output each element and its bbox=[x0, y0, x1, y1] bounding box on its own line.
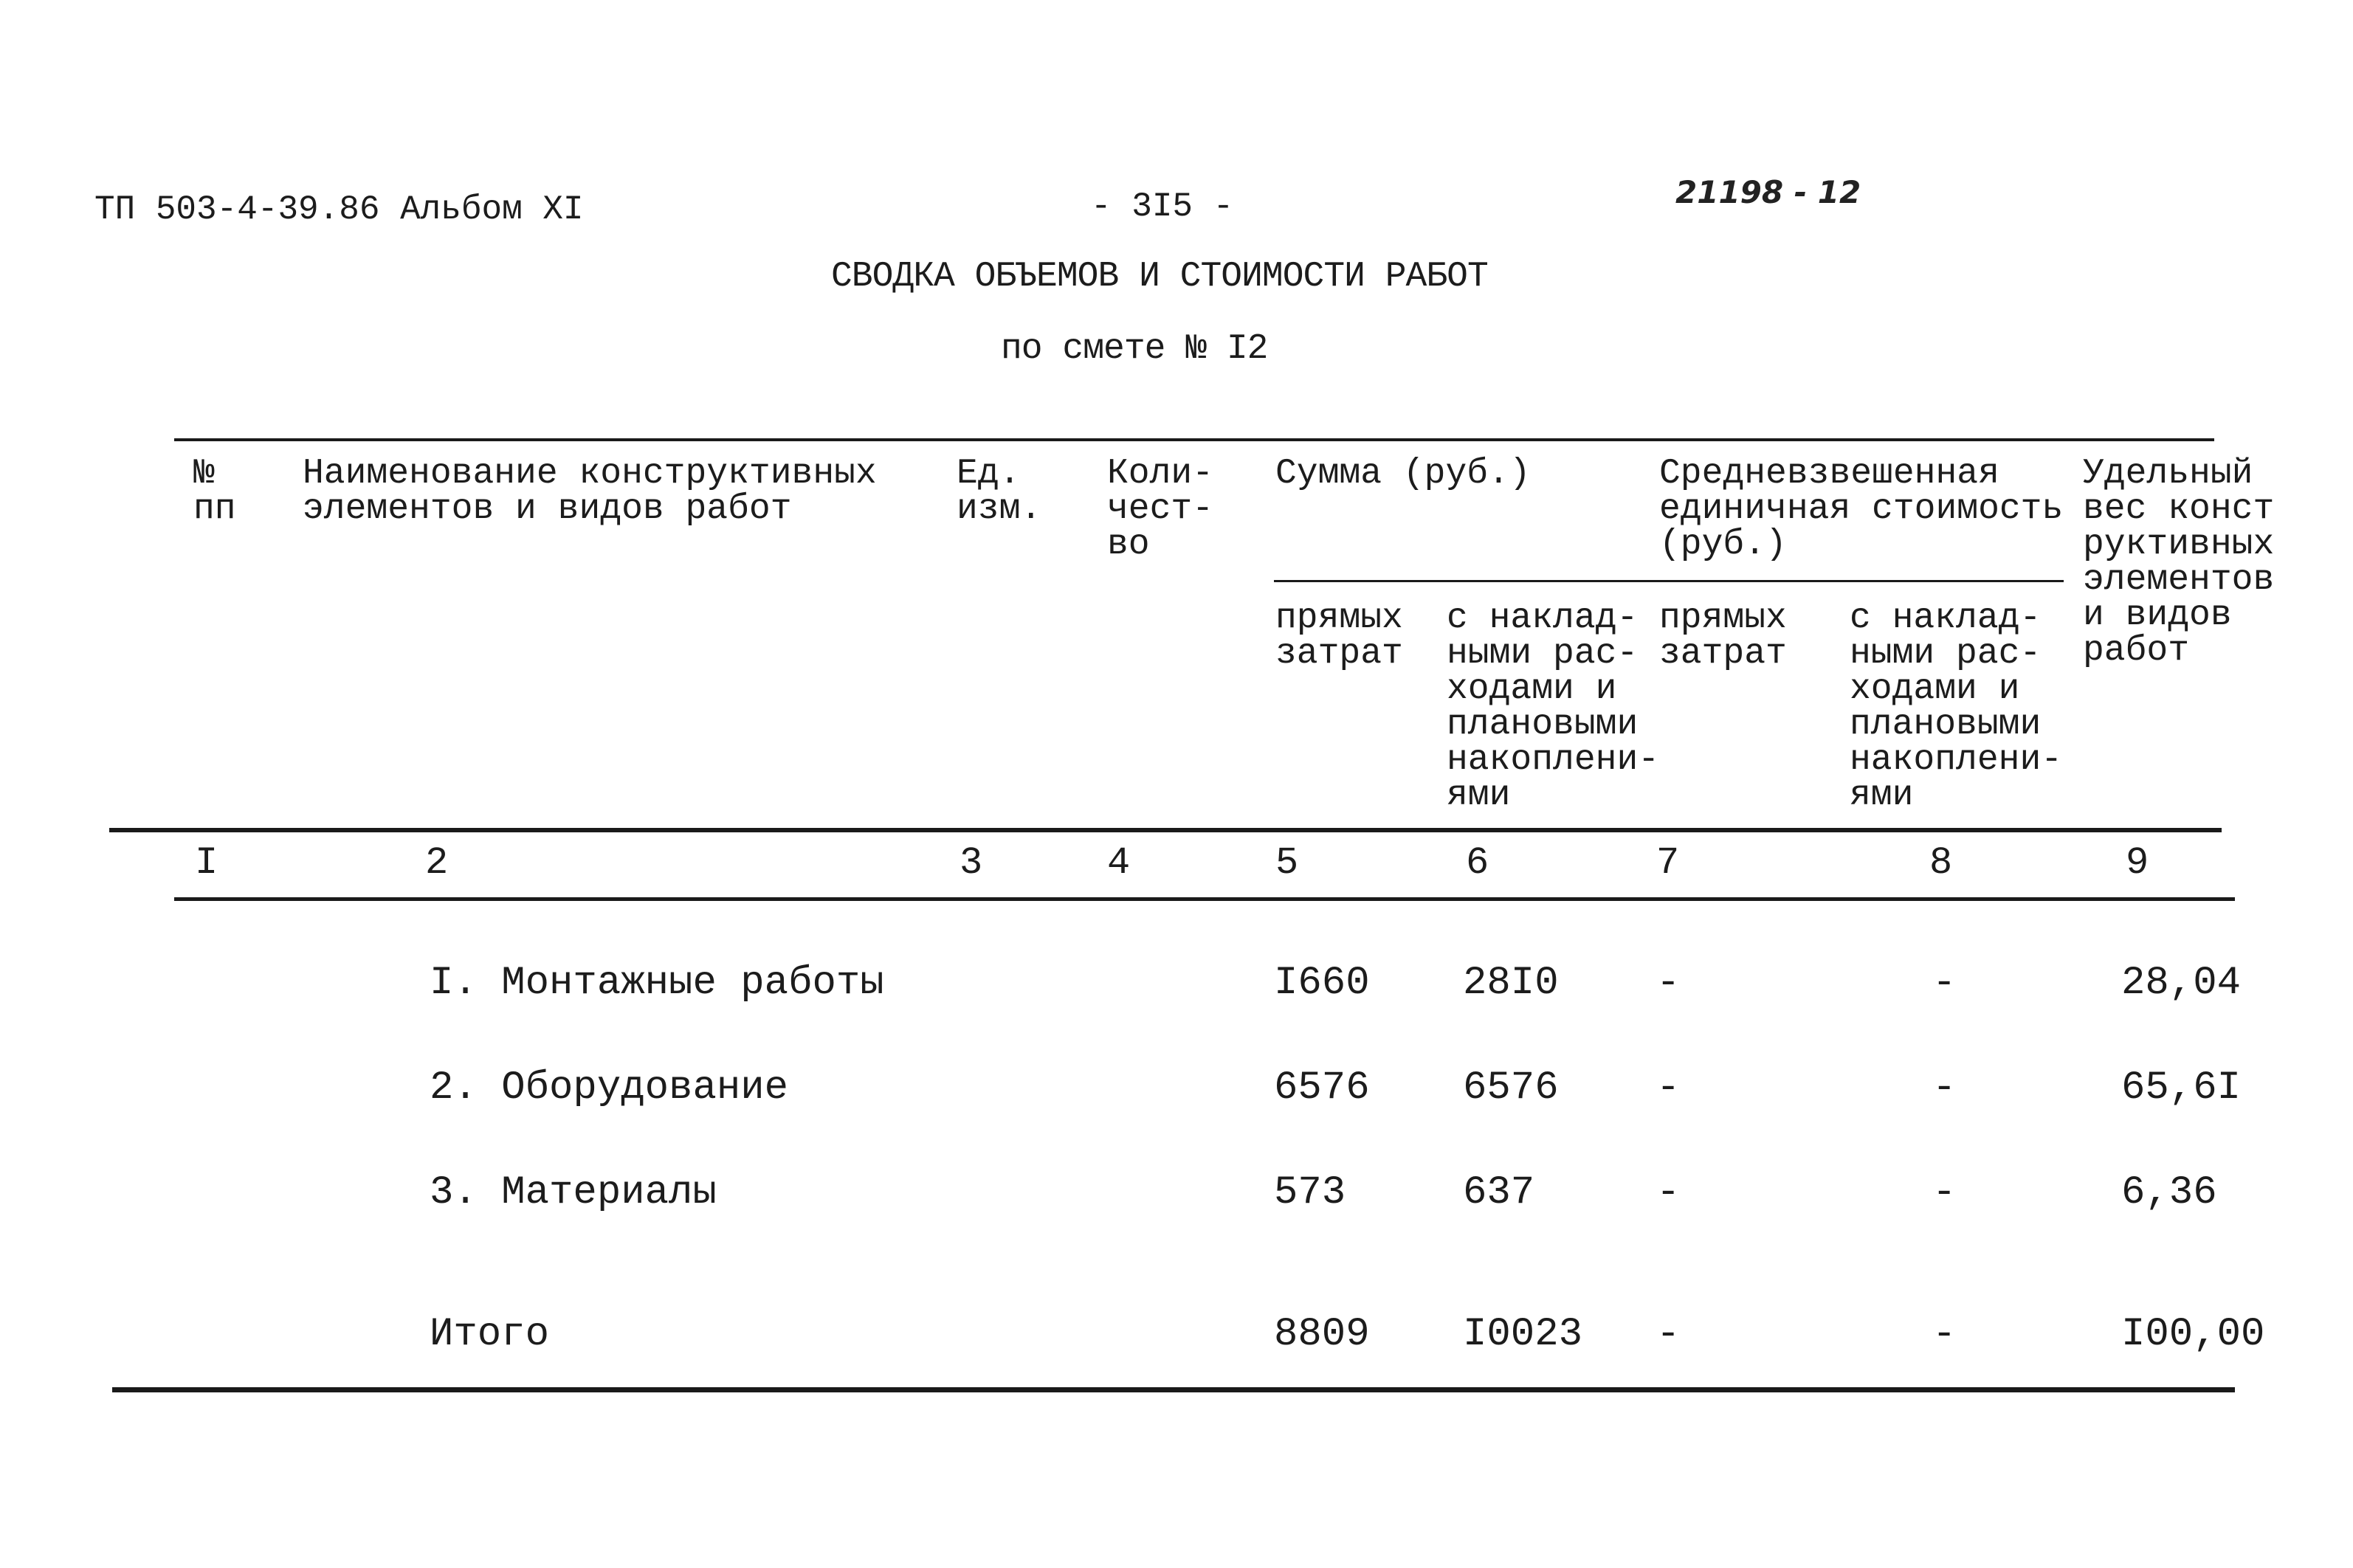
header-average-cost-group: Средневзвешенная единичная стоимость (руб.) bbox=[1659, 454, 2064, 564]
column-numbers-top-rule bbox=[109, 828, 2222, 832]
row-weight: 6,36 bbox=[2121, 1170, 2217, 1215]
column-number-5: 5 bbox=[1275, 841, 1299, 885]
column-number-3: 3 bbox=[960, 841, 983, 885]
total-average-overhead: - bbox=[1932, 1312, 1957, 1357]
row-sum-overhead: 28I0 bbox=[1463, 961, 1559, 1006]
header-name: Наименование конструктивных элементов и видов работ bbox=[303, 454, 877, 529]
total-sum-overhead: I0023 bbox=[1463, 1312, 1583, 1357]
row-sum-direct: 6576 bbox=[1274, 1066, 1370, 1111]
page-number: - 3I5 - bbox=[1091, 187, 1234, 226]
header-sum-direct: прямых затрат bbox=[1275, 598, 1403, 674]
header-weight: Удельный вес конст руктивных элементов и видов работ bbox=[2083, 454, 2275, 671]
row-average-direct: - bbox=[1656, 961, 1681, 1006]
column-number-6: 6 bbox=[1466, 841, 1489, 885]
row-sum-direct: 573 bbox=[1274, 1170, 1346, 1215]
row-sum-overhead: 637 bbox=[1463, 1170, 1535, 1215]
column-number-4: 4 bbox=[1107, 841, 1131, 885]
header-sum-group: Сумма (руб.) bbox=[1275, 454, 1531, 494]
table-bottom-rule bbox=[112, 1387, 2235, 1392]
row-sum-overhead: 6576 bbox=[1463, 1066, 1559, 1111]
header-sum-overhead: с наклад- ными рас- ходами и плановыми накоплени- ями bbox=[1447, 598, 1660, 815]
estimate-subtitle: по смете № I2 bbox=[1001, 329, 1268, 369]
header-unit: Ед. изм. bbox=[957, 454, 1042, 529]
total-label: Итого bbox=[430, 1312, 550, 1357]
column-number-1: I bbox=[195, 841, 218, 885]
total-weight: I00,00 bbox=[2121, 1312, 2265, 1357]
header-quantity: Коли- чест- во bbox=[1107, 454, 1214, 564]
header-average-direct: прямых затрат bbox=[1659, 598, 1787, 674]
row-name: I. Монтажные работы bbox=[430, 961, 884, 1006]
page-title: СВОДКА ОБЪЕМОВ И СТОИМОСТИ РАБОТ bbox=[831, 257, 1488, 297]
total-sum-direct: 8809 bbox=[1274, 1312, 1370, 1357]
row-name: 2. Оборудование bbox=[430, 1066, 789, 1111]
row-weight: 28,04 bbox=[2121, 961, 2242, 1006]
column-number-8: 8 bbox=[1929, 841, 1953, 885]
column-number-9: 9 bbox=[2126, 841, 2149, 885]
row-average-direct: - bbox=[1656, 1066, 1681, 1111]
column-number-2: 2 bbox=[425, 841, 449, 885]
row-sum-direct: I660 bbox=[1274, 961, 1370, 1006]
row-average-direct: - bbox=[1656, 1170, 1681, 1215]
row-average-overhead: - bbox=[1932, 961, 1957, 1006]
header-average-overhead: с наклад- ными рас- ходами и плановыми накоплени- ями bbox=[1850, 598, 2063, 815]
row-weight: 65,6I bbox=[2121, 1066, 2242, 1111]
row-average-overhead: - bbox=[1932, 1066, 1957, 1111]
column-number-7: 7 bbox=[1656, 841, 1680, 885]
document-code: ТП 503-4-39.86 Альбом XI bbox=[94, 190, 584, 229]
table-top-rule bbox=[174, 438, 2214, 441]
header-num: № пп bbox=[193, 454, 236, 529]
column-numbers-bottom-rule bbox=[174, 897, 2235, 901]
handwritten-code: 21198 - 12 bbox=[1675, 174, 1861, 210]
subheader-rule bbox=[1274, 580, 2064, 582]
row-average-overhead: - bbox=[1932, 1170, 1957, 1215]
row-name: 3. Материалы bbox=[430, 1170, 717, 1215]
total-average-direct: - bbox=[1656, 1312, 1681, 1357]
